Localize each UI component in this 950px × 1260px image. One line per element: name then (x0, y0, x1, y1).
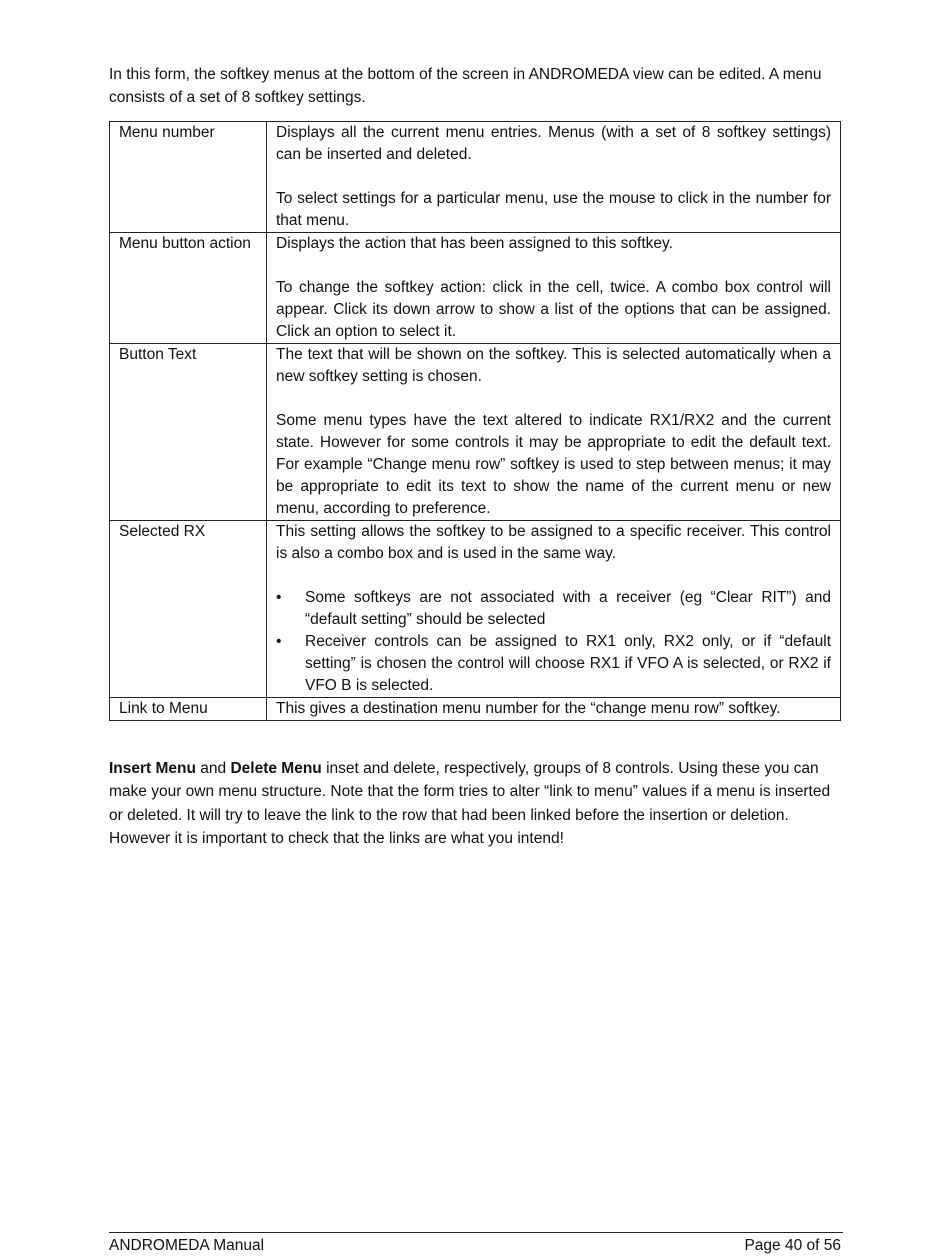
setting-description (267, 233, 841, 344)
paragraph-text: inset and delete, respectively, groups of 8 controls. Using these you can make your own menu structure. Note that the form tries to alter “link to menu” values if a menu is inserted or deleted. It will try to leave the link to the row that had been linked before the insertion or deletion. However it is important to check that the links are what you intend! (109, 760, 831, 847)
table-row (110, 122, 841, 233)
setting-name: Button Text (110, 344, 267, 521)
bullet-icon: • (276, 633, 282, 650)
description-paragraph: Displays the action that has been assigned to this softkey. (276, 235, 673, 252)
page-content (109, 63, 841, 850)
list-item (276, 587, 831, 631)
setting-name: Link to Menu (110, 698, 267, 721)
table-row (110, 698, 841, 721)
insert-delete-paragraph (109, 757, 841, 850)
settings-table (109, 121, 841, 721)
description-paragraph: Displays all the current menu entries. Menus (with a set of 8 softkey settings) can be inserted and deleted. (276, 124, 831, 163)
description-paragraph: To select settings for a particular menu, use the mouse to click in the number for that menu. (276, 190, 831, 229)
description-paragraph: This gives a destination menu number for the “change menu row” softkey. (276, 700, 781, 717)
setting-name: Menu number (110, 122, 267, 233)
list-item (276, 631, 831, 697)
bullet-icon: • (276, 589, 282, 606)
table-row (110, 344, 841, 521)
connector-text: and (195, 760, 231, 777)
description-paragraph: This setting allows the softkey to be assigned to a specific receiver. This control is also a combo box and is used in the same way. (276, 523, 831, 562)
bullet-text: Some softkeys are not associated with a receiver (eg “Clear RIT”) and “default setting” should be selected (305, 589, 831, 628)
page-number: Page 40 of 56 (744, 1237, 841, 1254)
description-paragraph: To change the softkey action: click in the cell, twice. A combo box control will appear. Click its down arrow to show a list of the options that can be assigned. Click an option to select it. (276, 279, 831, 340)
description-paragraph: The text that will be shown on the softkey. This is selected automatically when a new softkey setting is chosen. (276, 346, 831, 385)
page-footer (109, 1232, 843, 1257)
description-paragraph: Some menu types have the text altered to indicate RX1/RX2 and the current state. However for some controls it may be appropriate to edit the default text. For example “Change menu row” softkey is used to step between menus; it may be appropriate to edit its text to show the name of the current menu or new menu, according to preference. (276, 412, 831, 517)
insert-menu-term: Insert Menu (109, 760, 196, 777)
setting-description (267, 344, 841, 521)
setting-name: Selected RX (110, 521, 267, 698)
delete-menu-term: Delete Menu (230, 760, 322, 777)
intro-paragraph: In this form, the softkey menus at the bottom of the screen in ANDROMEDA view can be edited. A menu consists of a set of 8 softkey settings. (109, 66, 822, 106)
setting-description (267, 122, 841, 233)
bullet-list (276, 587, 831, 697)
table-row (110, 521, 841, 698)
footer-title: ANDROMEDA Manual (109, 1237, 265, 1254)
setting-name: Menu button action (110, 233, 267, 344)
table-row (110, 233, 841, 344)
setting-description (267, 521, 841, 698)
setting-description (267, 698, 841, 721)
bullet-text: Receiver controls can be assigned to RX1 only, RX2 only, or if “default setting” is chosen the control will choose RX1 if VFO A is selected, or RX2 if VFO B is selected. (305, 633, 831, 694)
